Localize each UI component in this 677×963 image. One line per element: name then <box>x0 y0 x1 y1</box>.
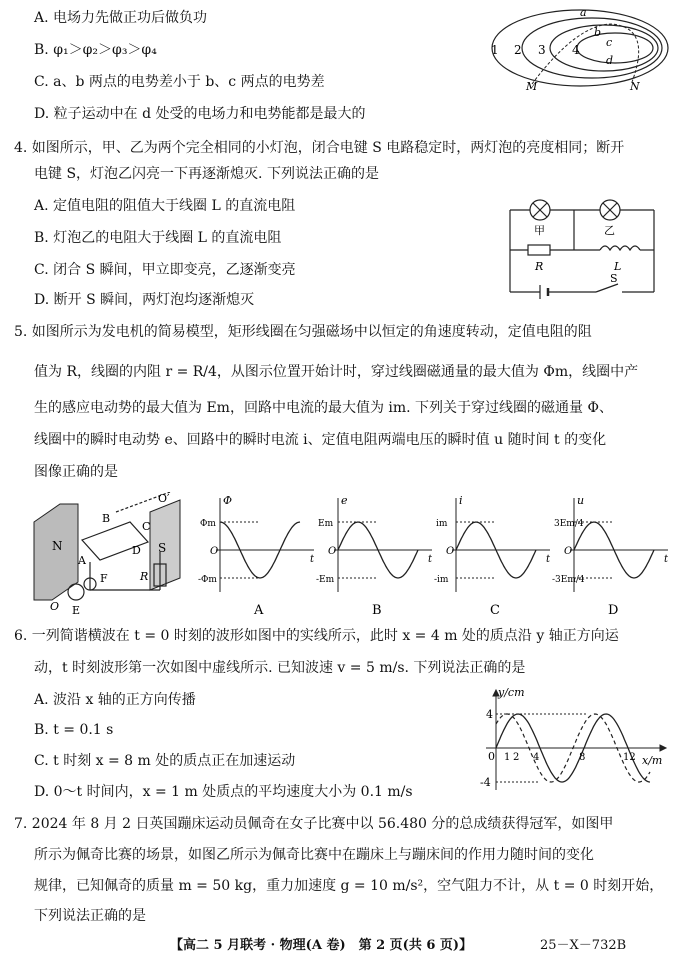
svg-text:C: C <box>142 520 151 533</box>
q3-option-d: D. 粒子运动中在 d 处受的电场力和电势能都是最大的 <box>34 106 366 122</box>
svg-text:D: D <box>132 544 141 557</box>
q6-option-d: D. 0～t 时间内，x = 1 m 处质点的平均速度大小为 0.1 m/s <box>34 784 413 800</box>
q5-graph-letter: D <box>608 603 619 618</box>
q5-graph-bottom-label: -3Em/4 <box>552 575 585 585</box>
q5-graph-top-label: im <box>436 519 448 529</box>
q5-graph-A <box>198 494 315 618</box>
svg-text:1: 1 <box>504 752 511 763</box>
svg-text:O′: O′ <box>158 492 170 505</box>
q5-graph-letter: A <box>254 603 264 618</box>
q5-graph-origin-label: O <box>446 546 455 557</box>
q6-stem-line2: 动，t 时刻波形第一次如图中虚线所示. 已知波速 v = 5 m/s. 下列说法正确的是 <box>34 660 526 676</box>
svg-text:N: N <box>630 80 640 92</box>
q5-stem-line3: 生的感应电动势的最大值为 Em，回路中电流的最大值为 im. 下列关于穿过线圈的磁通量 Φ、 <box>34 400 613 416</box>
q4-option-c: C. 闭合 S 瞬间，甲立即变亮，乙逐渐变亮 <box>34 262 296 278</box>
q5-graph-top-label: 3Em/4 <box>554 519 584 529</box>
svg-text:4: 4 <box>572 43 580 57</box>
svg-text:2: 2 <box>514 43 522 57</box>
footer-title: 【高二 5 月联考 · 物理(A 卷) 第 2 页(共 6 页)】 <box>170 938 473 953</box>
svg-text:4: 4 <box>533 752 540 763</box>
q4-option-b: B. 灯泡乙的电阻大于线圈 L 的直流电阻 <box>34 230 282 246</box>
svg-text:d: d <box>606 54 614 67</box>
svg-text:R: R <box>535 260 544 273</box>
q5-graph-yaxis-label: i <box>459 494 463 507</box>
q5-graph-B <box>316 494 433 618</box>
svg-text:F: F <box>100 572 108 585</box>
q5-graph-yaxis-label: e <box>341 494 348 507</box>
svg-text:y/cm: y/cm <box>498 686 525 699</box>
q4-stem-line1: 4. 如图所示，甲、乙为两个完全相同的小灯泡，闭合电键 S 电路稳定时，两灯泡的亮度相同；断开 <box>14 140 625 156</box>
svg-text:N: N <box>52 539 63 553</box>
q5-graph-top-label: Em <box>318 519 334 529</box>
q5-graph-bottom-label: -im <box>434 575 449 585</box>
svg-text:E: E <box>72 604 81 614</box>
q5-stem-line2: 值为 R，线圈的内阻 r = R/4，从图示位置开始计时，穿过线圈磁通量的最大值为 Φm，线圈中产 <box>34 364 639 380</box>
q5-graph-C <box>434 494 551 618</box>
q6-stem-line1: 6. 一列简谐横波在 t = 0 时刻的波形如图中的实线所示，此时 x = 4 m 处的质点沿 y 轴正方向运 <box>14 628 619 644</box>
svg-text:L: L <box>614 260 622 273</box>
svg-text:O: O <box>50 600 60 613</box>
q5-graph-yaxis-label: u <box>577 494 585 507</box>
q5-graph-t-label: t <box>664 554 668 565</box>
q4-option-a: A. 定值电阻的阻值大于线圈 L 的直流电阻 <box>34 198 296 214</box>
q3-equipotential-figure <box>482 4 672 92</box>
svg-text:A: A <box>78 554 86 567</box>
svg-text:b: b <box>594 26 602 39</box>
q4-stem-line2: 电键 S，灯泡乙闪亮一下再逐渐熄灭. 下列说法正确的是 <box>34 166 379 182</box>
svg-text:0: 0 <box>488 750 495 763</box>
fig-label: 1 <box>491 43 499 57</box>
q7-stem-line4: 下列说法正确的是 <box>34 908 146 924</box>
footer-code: 25－X－732B <box>540 938 627 953</box>
q4-option-d: D. 断开 S 瞬间，两灯泡均逐渐熄灭 <box>34 292 255 308</box>
q7-stem-line3: 规律，已知佩奇的质量 m = 50 kg，重力加速度 g = 10 m/s²，空气阻力不计，从 t = 0 时刻开始， <box>34 878 664 894</box>
q6-option-b: B. t = 0.1 s <box>34 722 114 738</box>
q6-wave-graph <box>468 684 672 796</box>
q3-option-a: A. 电场力先做正功后做负功 <box>34 10 208 26</box>
svg-text:S: S <box>158 541 167 555</box>
q4-circuit-figure <box>504 192 664 302</box>
q5-graph-yaxis-label: Φ <box>223 494 233 507</box>
svg-text:8: 8 <box>579 752 586 763</box>
q5-graph-t-label: t <box>310 554 315 565</box>
svg-text:x/m: x/m <box>642 754 663 767</box>
q5-generator-figure <box>30 492 200 614</box>
q5-graph-bottom-label: -Em <box>316 575 335 585</box>
svg-text:甲: 甲 <box>534 224 545 237</box>
svg-text:R: R <box>140 570 149 583</box>
q5-graph-origin-label: O <box>210 546 219 557</box>
q5-graph-letter: B <box>372 603 382 618</box>
q5-graph-origin-label: O <box>328 546 337 557</box>
svg-text:B: B <box>102 512 111 525</box>
q5-graph-letter: C <box>490 603 500 618</box>
q5-stem-line4: 线圈中的瞬时电动势 e、回路中的瞬时电流 i、定值电阻两端电压的瞬时值 u 随时间 t 的变化 <box>34 432 607 448</box>
q5-graph-D <box>552 494 668 618</box>
svg-text:12: 12 <box>623 752 636 763</box>
svg-text:c: c <box>606 36 613 49</box>
q6-option-c: C. t 时刻 x = 8 m 处的质点正在加速运动 <box>34 753 296 769</box>
q5-graph-top-label: Φm <box>200 519 216 529</box>
svg-text:a: a <box>580 6 587 19</box>
q5-graph-t-label: t <box>428 554 433 565</box>
svg-text:3: 3 <box>538 43 546 57</box>
q7-stem-line2: 所示为佩奇比赛的场景，如图乙所示为佩奇比赛中在蹦床上与蹦床间的作用力随时间的变化 <box>34 847 594 863</box>
q5-stem-line1: 5. 如图所示为发电机的简易模型，矩形线圈在匀强磁场中以恒定的角速度转动，定值电阻的阻 <box>14 324 592 340</box>
svg-text:M: M <box>526 80 538 92</box>
q7-stem-line1: 7. 2024 年 8 月 2 日英国蹦床运动员佩奇在女子比赛中以 56.480 分的总成绩获得冠军，如图甲 <box>14 816 614 832</box>
q6-option-a: A. 波沿 x 轴的正方向传播 <box>34 692 196 708</box>
q5-stem-line5: 图像正确的是 <box>34 464 118 480</box>
q5-graph-t-label: t <box>546 554 551 565</box>
svg-text:2: 2 <box>513 752 520 763</box>
svg-text:S: S <box>610 272 618 285</box>
q5-graph-bottom-label: -Φm <box>198 575 217 585</box>
svg-text:-4: -4 <box>480 776 491 789</box>
q5-graph-origin-label: O <box>564 546 573 557</box>
svg-text:乙: 乙 <box>604 224 615 237</box>
svg-text:4: 4 <box>486 708 493 721</box>
q5-answer-graphs <box>198 492 668 618</box>
q3-option-c: C. a、b 两点的电势差小于 b、c 两点的电势差 <box>34 74 325 90</box>
q3-option-b: B. φ₁＞φ₂＞φ₃＞φ₄ <box>34 42 157 58</box>
